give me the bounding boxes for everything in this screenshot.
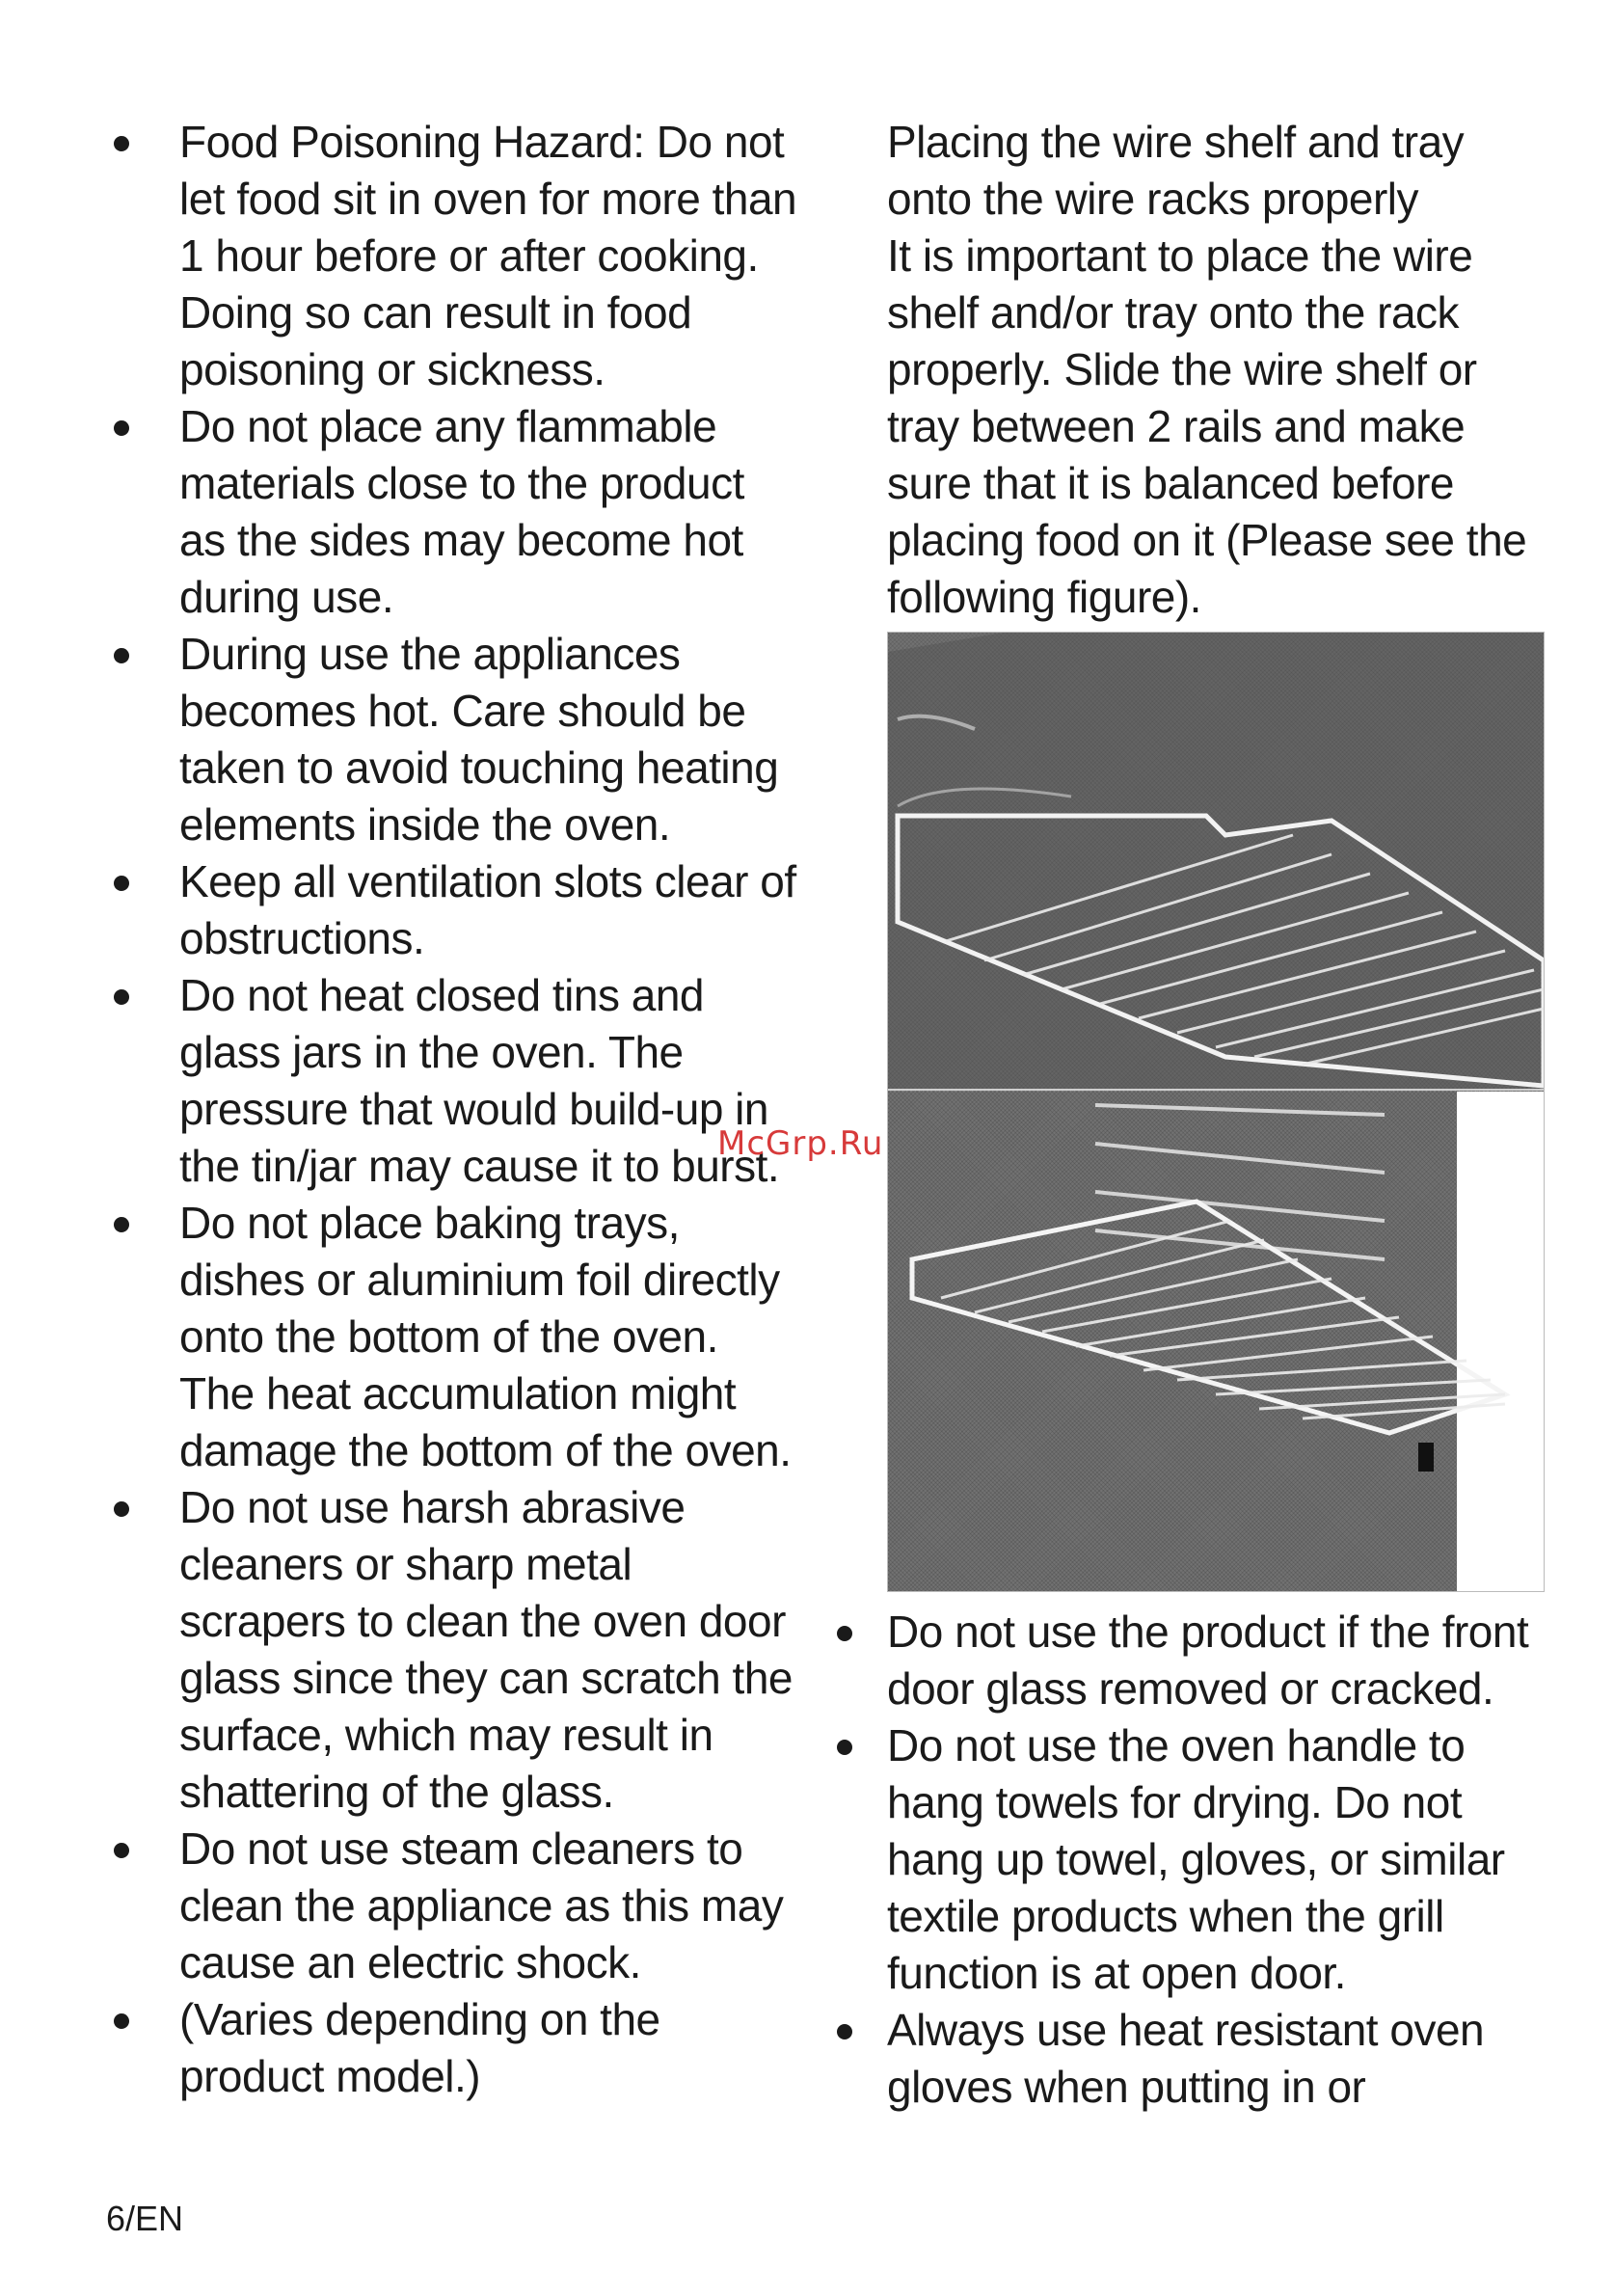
intro-section [839, 114, 1533, 626]
bullet-icon [114, 1501, 129, 1517]
bullet-icon [837, 1626, 852, 1641]
list-item-text: Do not heat closed tins and glass jars in the oven. The pressure that would build-up in the tin/jar may cause it to burst. [179, 970, 780, 1191]
list-item-text: Food Poisoning Hazard: Do not let food sit in oven for more than 1 hour before or after cooking. Doing so can result in food poisoning or sickness. [179, 117, 797, 394]
bullet-icon [114, 2013, 129, 2029]
list-item [106, 853, 800, 967]
right-column [839, 114, 1533, 2116]
bullet-icon [837, 2024, 852, 2039]
list-item [839, 1717, 1533, 2002]
list-item-text: Do not place any flammable materials close to the product as the sides may become hot during use. [179, 401, 744, 622]
oven-rack-figure [887, 632, 1545, 1592]
bullet-icon [114, 989, 129, 1005]
bullet-icon [114, 876, 129, 891]
list-item [106, 1991, 800, 2105]
list-item [106, 1821, 800, 1991]
watermark: McGrp.Ru [717, 1124, 884, 1163]
list-item [106, 1195, 800, 1479]
list-item [106, 967, 800, 1195]
left-column [106, 114, 800, 2105]
list-item-text: Do not place baking trays, dishes or aluminium foil directly onto the bottom of the oven. The heat accumulation might damage the bottom of the oven. [179, 1198, 792, 1475]
list-item-text: Always use heat resistant oven gloves when putting in or [887, 2005, 1485, 2112]
bullet-icon [114, 1843, 129, 1858]
list-item [106, 114, 800, 398]
section-paragraph: It is important to place the wire shelf and/or tray onto the rack properly. Slide the wire shelf or tray between 2 rails and make sure that it is balanced before placing food on it (Please see the following figure). [887, 230, 1527, 622]
list-item-text: (Varies depending on the product model.) [179, 1994, 660, 2101]
list-item [106, 626, 800, 853]
list-item [106, 398, 800, 626]
list-item-text: Do not use the product if the front door glass removed or cracked. [887, 1607, 1529, 1714]
list-item [839, 1604, 1533, 1717]
oven-rack-illustration [888, 633, 1544, 1591]
list-item-text: Do not use the oven handle to hang towels for drying. Do not hang up towel, gloves, or similar textile products when the grill function is at open door. [887, 1720, 1505, 1998]
list-item-text: Keep all ventilation slots clear of obstructions. [179, 856, 796, 963]
section-heading: Placing the wire shelf and tray onto the wire racks properly [887, 117, 1465, 224]
list-item [839, 2002, 1533, 2116]
list-item-text: During use the appliances becomes hot. Care should be taken to avoid touching heating elements inside the oven. [179, 629, 779, 850]
bullet-icon [837, 1740, 852, 1755]
left-bullet-list [106, 114, 800, 2105]
list-item [106, 1479, 800, 1821]
bullet-icon [114, 1217, 129, 1232]
bullet-icon [114, 420, 129, 436]
list-item-text: Do not use harsh abrasive cleaners or sharp metal scrapers to clean the oven door glass since they can scratch the surface, which may result in shattering of the glass. [179, 1482, 793, 1817]
page-number: 6/EN [106, 2199, 184, 2238]
bullet-icon [114, 648, 129, 663]
right-bullet-list [839, 1604, 1533, 2116]
bullet-icon [114, 136, 129, 151]
list-item-text: Do not use steam cleaners to clean the appliance as this may cause an electric shock. [179, 1823, 784, 1987]
